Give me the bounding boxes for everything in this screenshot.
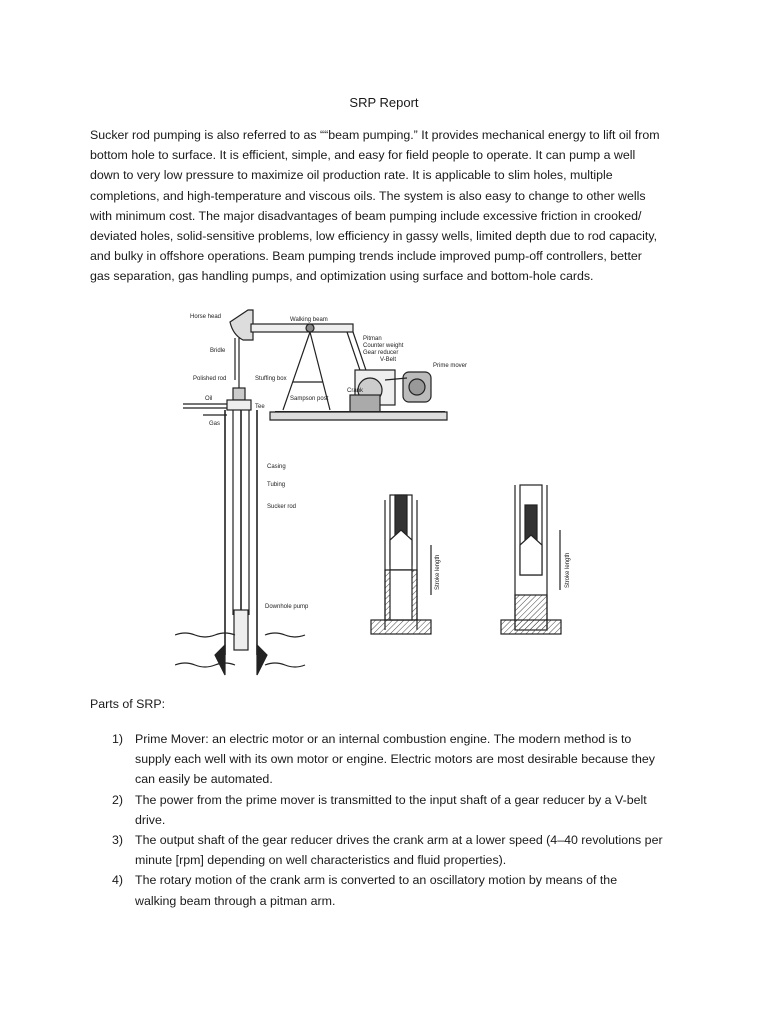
intro-line: down to very low pressure to maximize oil production rate. It is applicable to slim holes, multiple — [90, 168, 613, 183]
label-crank: Crank — [347, 388, 364, 394]
stuffing-box — [233, 388, 245, 400]
intro-paragraph — [90, 125, 690, 287]
list-item — [90, 790, 690, 830]
stroke-diagram-1 — [371, 495, 431, 634]
list-number: 4) — [112, 873, 124, 888]
intro-line: bottom hole to surface. It is efficient, simple, and easy for field people to operate. It can pump a well — [90, 148, 636, 163]
label-polished-rod: Polished rod — [193, 376, 227, 382]
label-stroke-length-1: Stroke length — [435, 554, 441, 590]
label-tubing: Tubing — [267, 482, 286, 488]
parts-heading: Parts of SRP: — [90, 697, 166, 711]
list-text: walking beam through a pitman arm. — [135, 893, 336, 908]
list-text: The rotary motion of the crank arm is converted to an oscillatory motion by means of the — [135, 873, 618, 888]
intro-line: gas separation, gas handling pumps, and optimization using surface and bottom-hole cards. — [90, 269, 594, 284]
downhole-pump — [234, 610, 248, 650]
list-text: can easily be automated. — [135, 772, 273, 787]
pump-diagram — [175, 300, 575, 685]
horse-head — [230, 310, 253, 340]
intro-line: Sucker rod pumping is also referred to as ““beam pumping.” It provides mechanical energy to lift oil from — [90, 128, 660, 142]
parts-list — [90, 729, 690, 911]
document-title: SRP Report — [349, 95, 419, 110]
label-stuffing-box: Stuffing box — [255, 376, 287, 382]
intro-line: and bulky in offshore operations. Beam pumping trends include improved pump-off controllers, better — [90, 249, 642, 264]
intro-line: deviated holes, solid-sensitive problems, low efficiency in gassy wells, limited depth due to rod capacity, — [90, 229, 658, 244]
list-text: The output shaft of the gear reducer drives the crank arm at a lower speed (4–40 revolutions per — [135, 833, 663, 848]
label-horse-head: Horse head — [190, 314, 222, 320]
list-number: 1) — [112, 732, 124, 746]
label-downhole-pump: Downhole pump — [265, 604, 309, 610]
label-bridle: Bridle — [210, 348, 226, 354]
intro-line: completions, and high-temperature and viscous oils. The system is also easy to change to other wells — [90, 188, 646, 203]
label-stroke-length-2: Stroke length — [565, 552, 571, 588]
list-number: 2) — [112, 792, 124, 807]
label-oil: Oil — [205, 396, 213, 402]
list-text: Prime Mover: an electric motor or an internal combustion engine. The modern method is to — [135, 732, 632, 746]
label-counter-weight: Counter weight — [363, 343, 404, 349]
intro-line: with minimum cost. The major disadvantages of beam pumping include excessive friction in crooked/ — [90, 208, 642, 223]
label-prime-mover: Prime mover — [433, 363, 468, 369]
list-number: 3) — [112, 833, 124, 848]
label-samson-post: Sampson post — [290, 396, 329, 402]
label-sucker-rod: Sucker rod — [267, 504, 297, 510]
label-gas: Gas — [209, 421, 221, 427]
list-text: supply each well with its own motor or engine. Electric motors are most desirable because they — [135, 752, 655, 767]
label-pitman: Pitman — [363, 336, 382, 342]
label-walking-beam: Walking beam — [290, 317, 328, 323]
list-text: drive. — [135, 812, 166, 827]
label-tee: Tee — [255, 404, 265, 410]
label-casing: Casing — [267, 464, 286, 470]
list-item — [90, 830, 690, 870]
stroke-diagram-2 — [501, 485, 561, 634]
list-text: The power from the prime mover is transmitted to the input shaft of a gear reducer by a V-belt — [135, 792, 647, 807]
label-v-belt: V-Belt — [380, 357, 397, 363]
list-item — [90, 870, 690, 910]
list-item — [90, 729, 690, 790]
walking-beam — [251, 324, 353, 332]
label-gear-reducer: Gear reducer — [363, 350, 399, 356]
list-text: minute [rpm] depending on well characteristics and fluid properties). — [135, 853, 507, 868]
